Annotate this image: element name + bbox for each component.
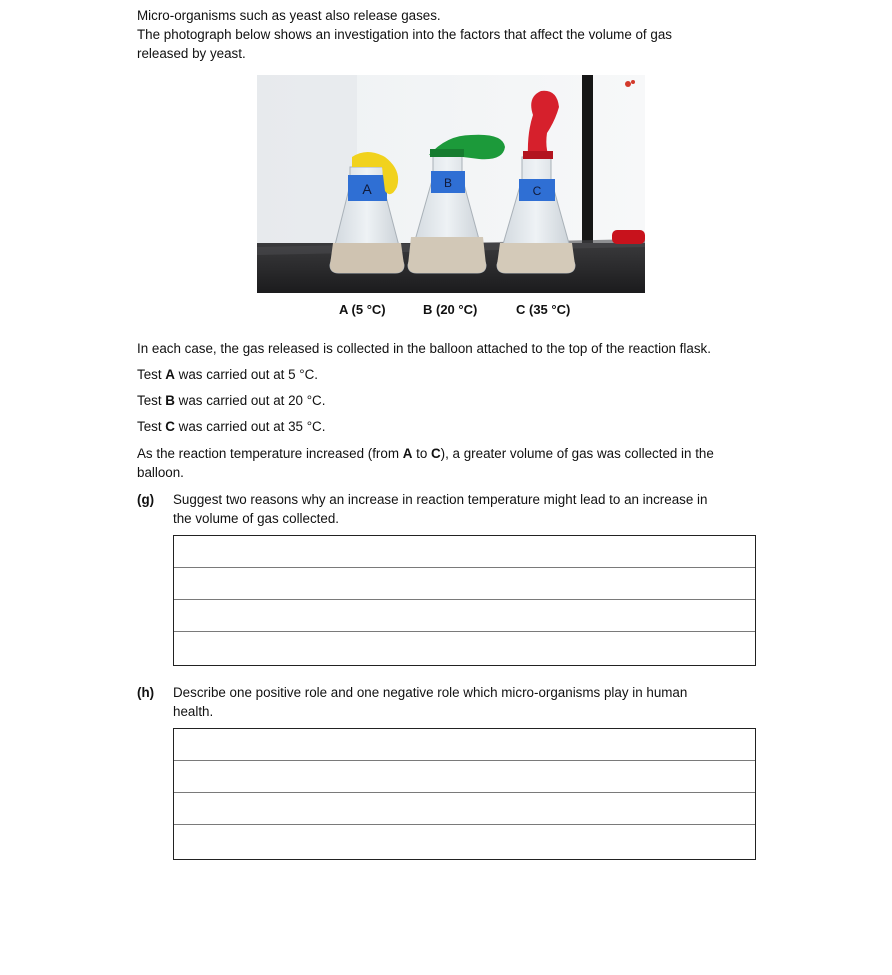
text-fragment: As the reaction temperature increased (from — [137, 446, 403, 461]
flask-label: C — [532, 184, 542, 198]
text-fragment: was carried out at 35 °C. — [174, 419, 326, 434]
text-fragment: Test — [137, 419, 166, 434]
text-fragment: ), a greater volume of gas was collected in the — [440, 446, 714, 461]
caption-a: A (5 °C) — [339, 302, 386, 317]
question-text: Describe one positive role and one negative role which micro-organisms play in human — [173, 685, 688, 700]
flask-label: A — [362, 181, 372, 197]
stand-rod — [582, 75, 593, 243]
test-letter: A — [402, 446, 413, 461]
answer-line[interactable] — [174, 825, 755, 857]
question-text: health. — [173, 704, 214, 719]
answer-line[interactable] — [174, 568, 755, 600]
test-c-line — [137, 417, 325, 436]
red-object — [612, 230, 645, 244]
answer-box-g[interactable] — [173, 535, 756, 666]
answer-box-h[interactable] — [173, 728, 756, 860]
answer-line[interactable] — [174, 793, 755, 825]
body-paragraph: In each case, the gas released is collected in the balloon attached to the top of the reaction flask. — [137, 341, 711, 356]
text-fragment: Test — [137, 393, 166, 408]
test-b-line — [137, 391, 325, 410]
text-fragment: was carried out at 20 °C. — [174, 393, 326, 408]
answer-line[interactable] — [174, 632, 755, 664]
flask-label: B — [443, 176, 453, 190]
answer-line[interactable] — [174, 761, 755, 793]
temperature-statement-cont: balloon. — [137, 465, 184, 480]
test-letter: A — [165, 367, 175, 382]
answer-line[interactable] — [174, 536, 755, 568]
temperature-statement — [137, 444, 714, 463]
question-number: (g) — [137, 492, 155, 507]
question-number: (h) — [137, 685, 155, 700]
question-text: Suggest two reasons why an increase in reaction temperature might lead to an increase in — [173, 492, 708, 507]
answer-line[interactable] — [174, 600, 755, 632]
text-fragment: Test — [137, 367, 166, 382]
caption-c: C (35 °C) — [516, 302, 571, 317]
intro-line: released by yeast. — [137, 46, 246, 61]
test-letter: C — [165, 419, 175, 434]
test-letter: B — [165, 393, 175, 408]
test-letter: C — [430, 446, 441, 461]
intro-line: Micro-organisms such as yeast also release gases. — [137, 8, 441, 23]
answer-line[interactable] — [174, 729, 755, 761]
test-a-line — [137, 365, 318, 384]
text-fragment: to — [412, 446, 431, 461]
intro-line: The photograph below shows an investigation into the factors that affect the volume of gas — [137, 27, 672, 42]
caption-b: B (20 °C) — [423, 302, 478, 317]
question-text: the volume of gas collected. — [173, 511, 339, 526]
yeast-investigation-photo — [257, 75, 645, 293]
text-fragment: was carried out at 5 °C. — [174, 367, 318, 382]
photo-captions — [0, 300, 892, 320]
